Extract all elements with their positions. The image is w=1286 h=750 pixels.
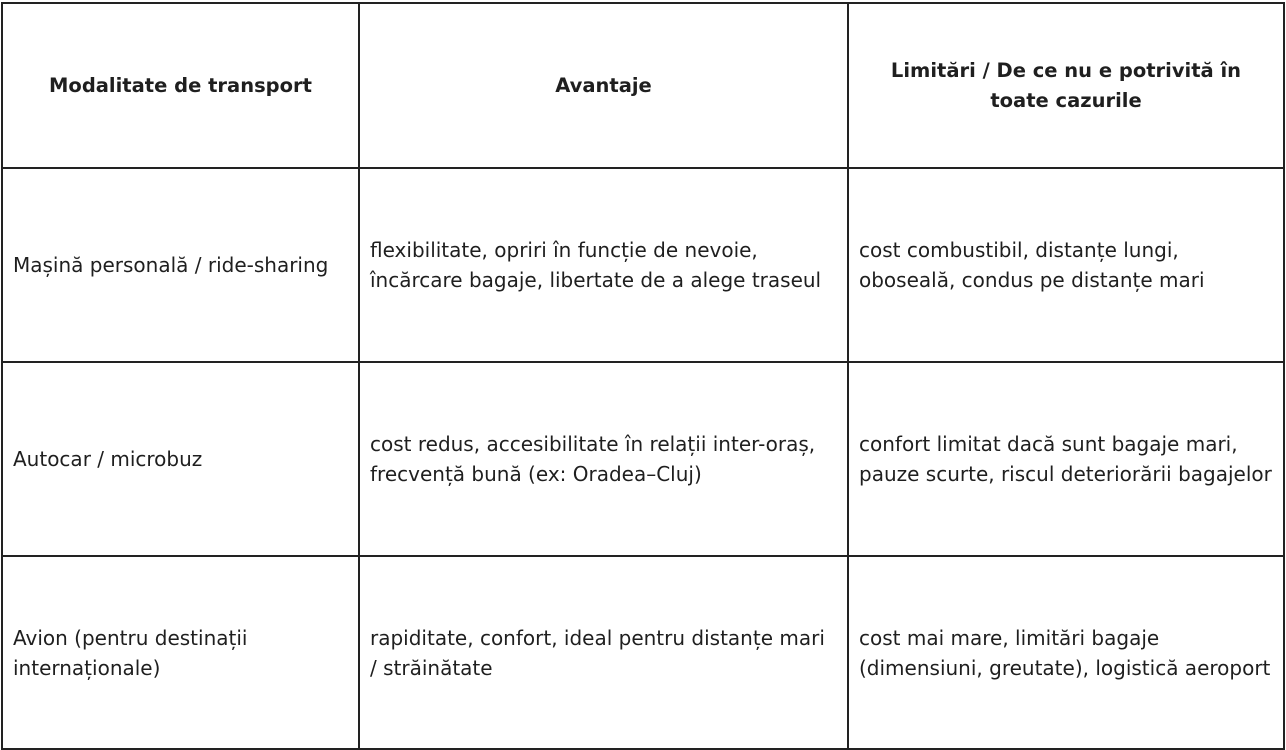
cell-advantages: flexibilitate, opriri în funcție de nevoie, încărcare bagaje, libertate de a alege traseul — [359, 168, 848, 362]
transport-comparison-table — [1, 2, 1285, 750]
cell-limitations: confort limitat dacă sunt bagaje mari, pauze scurte, riscul deteriorării bagajelor — [848, 362, 1284, 556]
cell-mode: Autocar / microbuz — [2, 362, 359, 556]
table-row — [2, 168, 1284, 362]
header-limitations: Limitări / De ce nu e potrivită în toate cazurile — [848, 3, 1284, 168]
header-advantages: Avantaje — [359, 3, 848, 168]
cell-advantages: rapiditate, confort, ideal pentru distanțe mari / străinătate — [359, 556, 848, 749]
table-row — [2, 362, 1284, 556]
table-row — [2, 556, 1284, 749]
cell-mode: Avion (pentru destinații internaționale) — [2, 556, 359, 749]
cell-limitations: cost combustibil, distanțe lungi, oboseală, condus pe distanțe mari — [848, 168, 1284, 362]
cell-limitations: cost mai mare, limitări bagaje (dimensiuni, greutate), logistică aeroport — [848, 556, 1284, 749]
header-transport-mode: Modalitate de transport — [2, 3, 359, 168]
cell-mode: Mașină personală / ride-sharing — [2, 168, 359, 362]
cell-advantages: cost redus, accesibilitate în relații inter-oraș, frecvență bună (ex: Oradea–Cluj) — [359, 362, 848, 556]
table-header-row — [2, 3, 1284, 168]
